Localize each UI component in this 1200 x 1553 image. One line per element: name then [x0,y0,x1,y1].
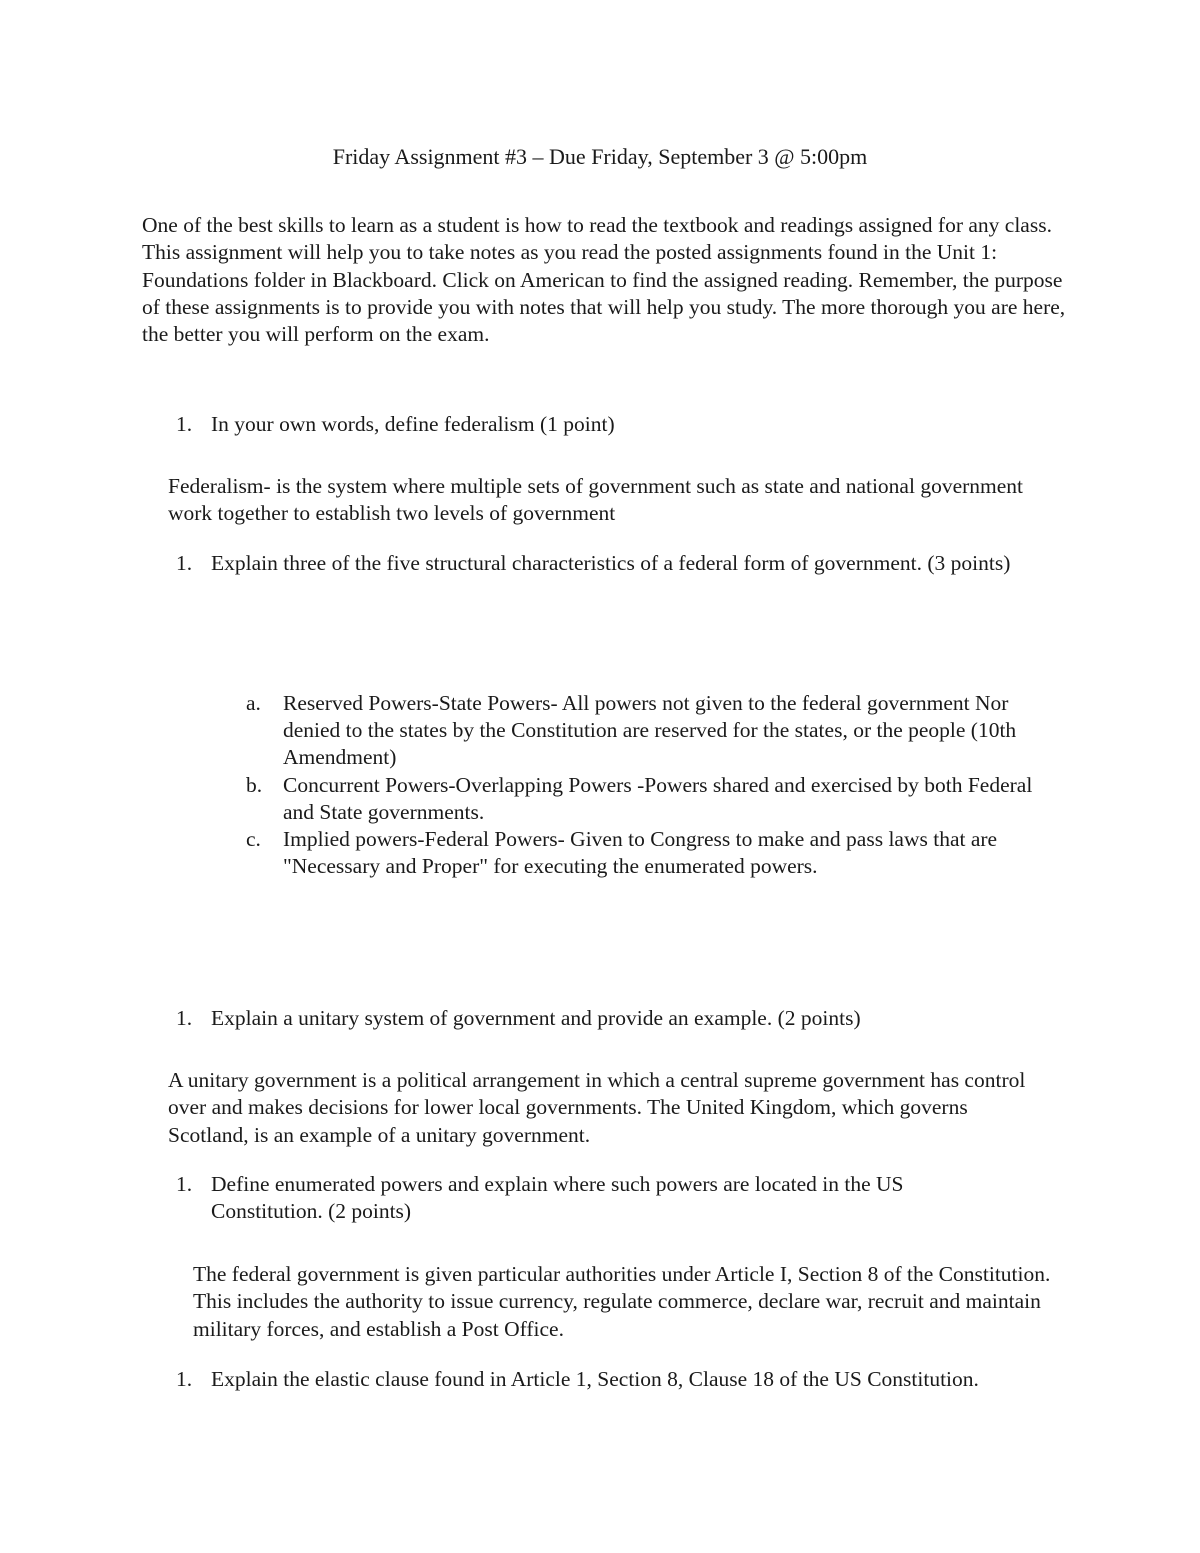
answer-3: A unitary government is a political arrangement in which a central supreme government has control over and makes decisions for lower local governments. The United Kingdom, which governs Scotland, is an example of a unitary government. [168,1068,1026,1147]
question-4 [176,1171,996,1225]
question-5 [176,1366,1076,1393]
answer-4: The federal government is given particular authorities under Article I, Section 8 of the Constitution. This includes the authority to issue currency, regulate commerce, declare war, recruit and maintain military forces, and establish a Post Office. [193,1262,1051,1341]
intro-paragraph: One of the best skills to learn as a student is how to read the textbook and readings assigned for any class. This assignment will help you to take notes as you read the posted assignments found in the Unit 1: Foundations folder in Blackboard. Click on American to find the assigned reading. Remember, the purpose of these assignments is to provide you with notes that will help you study. The more thorough you are here, the better you will perform on the exam. [142,213,1066,347]
assignment-title: Friday Assignment #3 – Due Friday, September 3 @ 5:00pm [332,144,868,169]
question-number: 1. [176,551,193,575]
question-number: 1. [176,1367,193,1391]
question-text: Define enumerated powers and explain where such powers are located in the US Constitution. (2 points) [211,1172,904,1223]
list-item [246,772,1066,826]
item-letter: b. [246,773,263,797]
item-letter: c. [246,827,261,851]
list-item [246,690,1066,771]
question-text: Explain three of the five structural characteristics of a federal form of government. (3 points) [211,551,1011,575]
answer-1: Federalism- is the system where multiple sets of government such as state and national government work together to establish two levels of government [168,474,1024,526]
question-number: 1. [176,1006,193,1030]
question-3 [176,1005,1056,1032]
question-number: 1. [176,412,193,436]
list-item [246,826,1066,880]
question-text: Explain a unitary system of government and provide an example. (2 points) [211,1006,861,1030]
question-text: In your own words, define federalism (1 point) [211,412,615,436]
item-text: Concurrent Powers-Overlapping Powers -Powers shared and exercised by both Federal and State governments. [283,773,1033,824]
question-2 [176,550,1046,577]
item-text: Reserved Powers-State Powers- All powers not given to the federal government Nor denied to the states by the Constitution are reserved for the states, or the people (10th Amendment) [283,691,1017,769]
question-text: Explain the elastic clause found in Article 1, Section 8, Clause 18 of the US Constitution. [211,1367,979,1391]
question-1 [176,411,1056,438]
question-number: 1. [176,1172,193,1196]
item-text: Implied powers-Federal Powers- Given to Congress to make and pass laws that are "Necessary and Proper" for executing the enumerated powers. [283,827,998,878]
item-letter: a. [246,691,261,715]
